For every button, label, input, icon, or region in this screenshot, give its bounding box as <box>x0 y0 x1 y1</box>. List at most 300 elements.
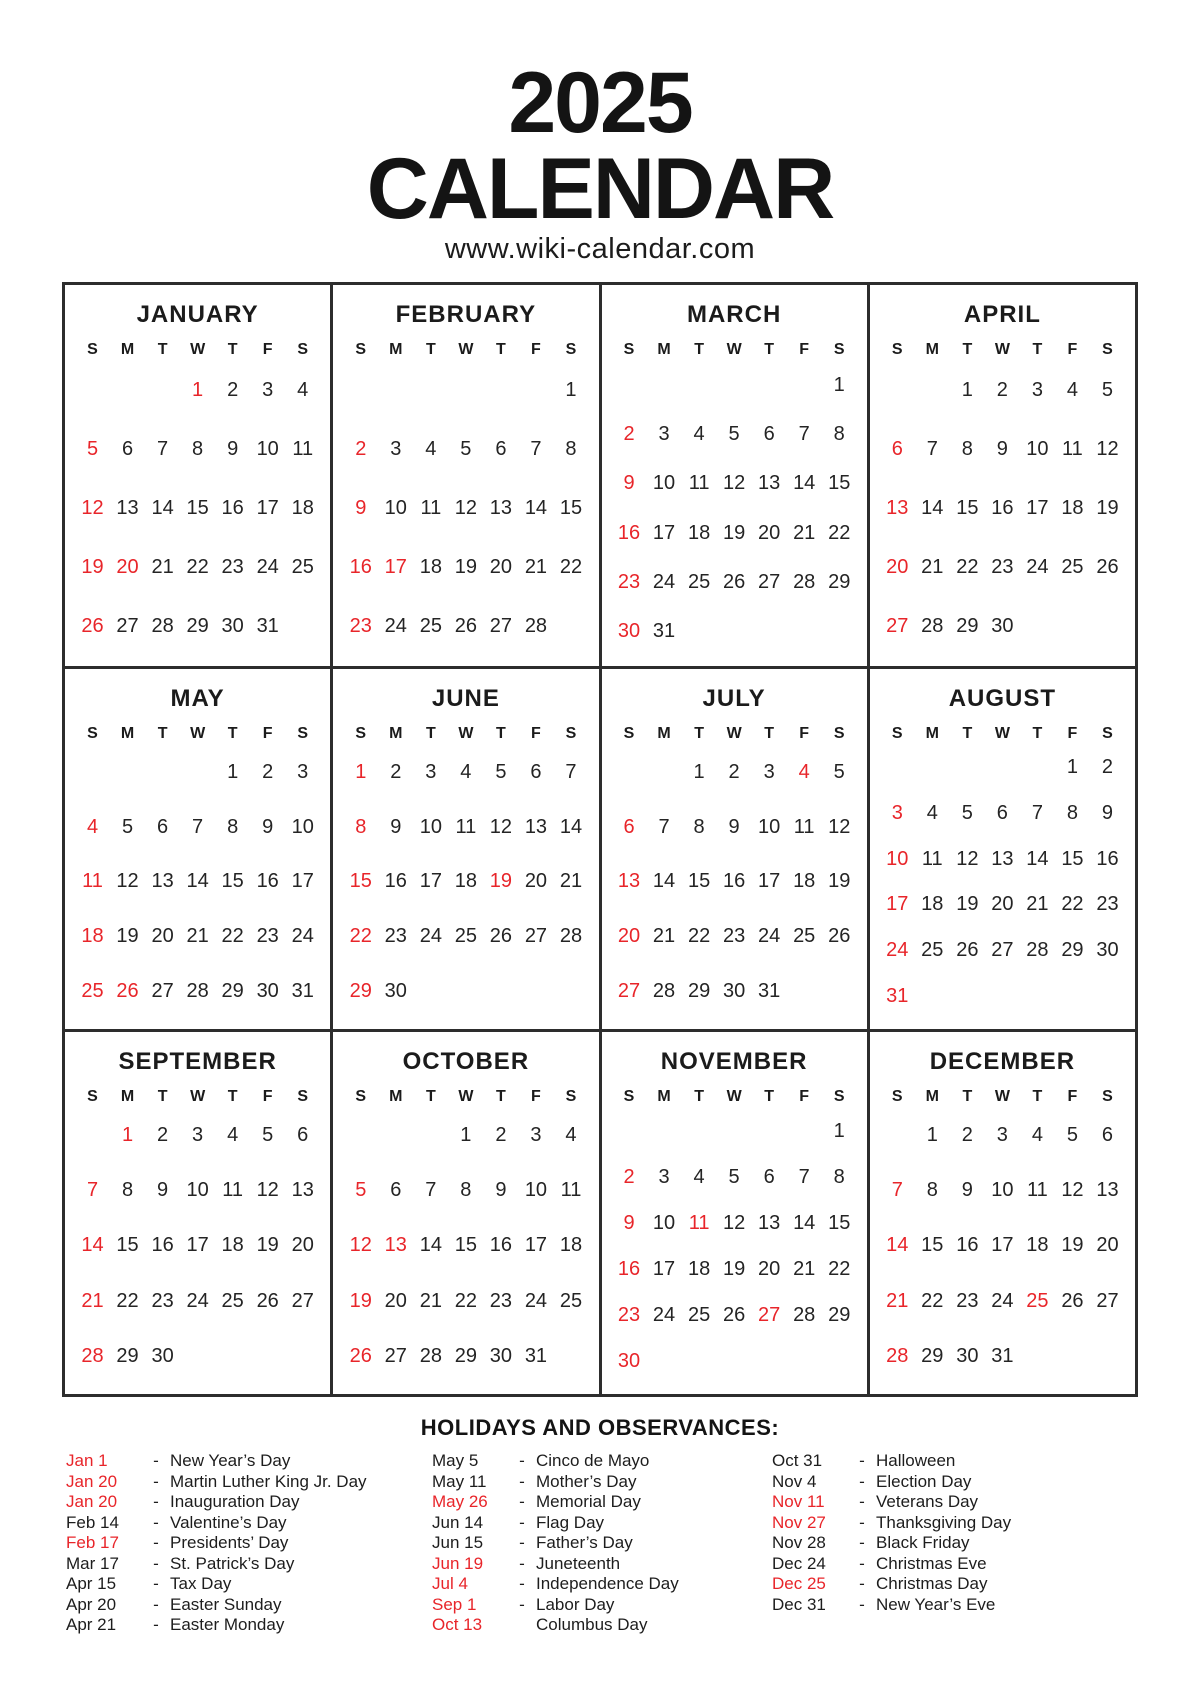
holiday-name: Juneteenth <box>536 1553 621 1573</box>
dates-grid <box>612 1108 857 1384</box>
weekday-label: F <box>1067 1088 1078 1105</box>
day-november-22: 22 <box>828 1257 851 1280</box>
day-september-2: 2 <box>157 1124 169 1147</box>
weekday-label: S <box>87 725 98 742</box>
day-november-14: 14 <box>793 1211 816 1234</box>
day-empty <box>915 756 950 779</box>
day-june-27: 27 <box>524 925 548 948</box>
day-march-26: 26 <box>722 570 746 593</box>
website-url: www.wiki-calendar.com <box>444 233 756 265</box>
weekday-label: S <box>87 341 98 358</box>
week-row <box>612 374 857 397</box>
day-july-9: 9 <box>728 815 740 838</box>
day-november-16: 16 <box>617 1257 641 1280</box>
day-july-25: 25 <box>793 925 816 948</box>
day-june-7: 7 <box>565 760 577 783</box>
weekday-label: F <box>531 341 541 358</box>
day-october-14: 14 <box>419 1234 442 1257</box>
weekday-header <box>75 1088 320 1106</box>
day-august-7: 7 <box>1031 801 1043 824</box>
day-april-5: 5 <box>1101 379 1114 401</box>
day-october-28: 28 <box>419 1344 442 1367</box>
day-empty <box>75 1124 110 1147</box>
day-april-13: 13 <box>886 497 909 519</box>
weekday-label: T <box>496 341 506 358</box>
holiday-row <box>66 1472 432 1493</box>
holiday-date: Nov 27 <box>772 1512 826 1532</box>
day-september-26: 26 <box>256 1289 279 1312</box>
day-december-11: 11 <box>1027 1179 1048 1202</box>
day-empty <box>413 379 448 402</box>
day-july-7: 7 <box>658 815 670 838</box>
weekday-label: W <box>726 1088 742 1105</box>
day-august-10: 10 <box>886 847 909 870</box>
month-name-february: FEBRUARY <box>395 301 537 328</box>
day-june-5: 5 <box>495 760 507 783</box>
day-july-23: 23 <box>722 925 746 948</box>
weekday-label: W <box>994 1088 1010 1105</box>
day-empty <box>985 756 1020 779</box>
day-november-30: 30 <box>617 1349 641 1372</box>
holiday-row <box>432 1472 772 1493</box>
weekday-label: S <box>891 341 903 358</box>
day-empty <box>250 1345 285 1368</box>
day-march-22: 22 <box>828 521 851 544</box>
month-september <box>65 1032 330 1394</box>
day-february-1: 1 <box>565 379 577 401</box>
day-december-19: 19 <box>1061 1234 1084 1257</box>
day-december-24: 24 <box>991 1289 1014 1312</box>
day-empty <box>1090 615 1125 638</box>
day-august-26: 26 <box>956 938 979 961</box>
day-empty <box>647 374 682 397</box>
week-row <box>880 939 1125 962</box>
day-empty <box>180 1345 215 1368</box>
holiday-row <box>772 1554 1152 1575</box>
day-empty <box>787 980 822 1003</box>
weekday-label: M <box>120 1088 135 1105</box>
day-august-22: 22 <box>1061 893 1084 916</box>
day-july-17: 17 <box>758 870 781 893</box>
weekday-label: S <box>355 1088 367 1105</box>
day-march-10: 10 <box>652 472 676 495</box>
day-december-6: 6 <box>1101 1124 1114 1147</box>
weekday-header <box>343 725 588 743</box>
day-october-31: 31 <box>524 1344 548 1367</box>
day-empty <box>612 374 647 397</box>
day-february-19: 19 <box>454 556 477 578</box>
day-august-13: 13 <box>991 847 1014 870</box>
week-row <box>612 1350 857 1373</box>
day-july-26: 26 <box>828 925 851 948</box>
day-empty <box>518 980 553 1003</box>
day-may-22: 22 <box>221 925 244 948</box>
day-august-20: 20 <box>991 893 1014 916</box>
day-june-24: 24 <box>419 925 442 948</box>
day-september-23: 23 <box>151 1289 174 1312</box>
day-may-8: 8 <box>227 815 239 838</box>
month-august <box>870 669 1135 1029</box>
month-name-june: JUNE <box>431 685 500 712</box>
day-march-11: 11 <box>688 472 710 495</box>
holiday-separator: - <box>153 1492 159 1511</box>
day-july-15: 15 <box>687 870 711 893</box>
day-february-9: 9 <box>355 497 367 519</box>
day-may-25: 25 <box>81 980 104 1003</box>
day-january-10: 10 <box>256 438 279 460</box>
day-november-17: 17 <box>652 1257 676 1280</box>
holiday-separator: - <box>519 1512 525 1532</box>
day-august-14: 14 <box>1026 847 1049 870</box>
day-april-26: 26 <box>1096 556 1119 578</box>
week-row <box>880 1234 1125 1257</box>
day-june-17: 17 <box>419 870 442 893</box>
month-name-april: APRIL <box>963 301 1041 328</box>
holiday-date: Feb 17 <box>66 1533 119 1552</box>
holidays-list <box>0 1451 1200 1636</box>
day-november-23: 23 <box>617 1303 641 1326</box>
week-row <box>343 1124 588 1147</box>
holidays-column-1 <box>66 1451 432 1636</box>
day-april-12: 12 <box>1096 438 1119 460</box>
day-january-30: 30 <box>221 615 244 637</box>
day-february-14: 14 <box>524 497 548 519</box>
week-row <box>75 1124 320 1147</box>
week-row <box>612 571 857 594</box>
holiday-separator: - <box>153 1451 159 1470</box>
day-february-13: 13 <box>489 497 513 519</box>
day-july-5: 5 <box>833 760 845 783</box>
day-february-22: 22 <box>559 556 583 578</box>
week-row <box>612 1258 857 1281</box>
week-row <box>75 980 320 1003</box>
week-row <box>343 497 588 520</box>
day-december-13: 13 <box>1096 1179 1119 1202</box>
weekday-label: W <box>994 341 1010 358</box>
holiday-row <box>772 1595 1152 1616</box>
weekday-label: W <box>458 725 474 742</box>
day-november-29: 29 <box>828 1303 851 1326</box>
dates-grid <box>612 361 857 656</box>
day-november-20: 20 <box>758 1257 781 1280</box>
day-july-2: 2 <box>728 760 740 783</box>
day-empty <box>822 1350 857 1373</box>
day-april-20: 20 <box>886 556 909 578</box>
day-august-12: 12 <box>956 847 979 870</box>
day-march-18: 18 <box>687 521 711 544</box>
holiday-name: Mother’s Day <box>536 1471 637 1491</box>
weekday-label: W <box>190 1088 206 1105</box>
day-december-8: 8 <box>926 1179 938 1202</box>
day-june-6: 6 <box>530 760 542 783</box>
day-december-30: 30 <box>956 1344 979 1367</box>
holiday-row <box>432 1492 772 1513</box>
day-january-12: 12 <box>81 497 104 519</box>
week-row <box>343 1179 588 1202</box>
day-april-6: 6 <box>891 438 903 460</box>
day-september-11: 11 <box>222 1179 244 1202</box>
day-empty <box>110 379 145 402</box>
day-september-20: 20 <box>291 1234 314 1257</box>
weekday-label: W <box>726 725 742 742</box>
day-may-14: 14 <box>186 870 209 893</box>
month-february <box>333 285 598 666</box>
week-row <box>343 870 588 893</box>
weekday-label: F <box>1067 725 1078 742</box>
month-june <box>333 669 598 1029</box>
day-march-20: 20 <box>758 521 781 544</box>
day-june-28: 28 <box>559 925 583 948</box>
weekday-label: M <box>657 1088 671 1105</box>
week-row <box>880 985 1125 1008</box>
day-may-12: 12 <box>116 870 139 893</box>
day-november-4: 4 <box>693 1165 705 1188</box>
day-january-27: 27 <box>116 615 139 637</box>
day-january-8: 8 <box>192 438 204 460</box>
holiday-separator: - <box>153 1512 159 1532</box>
weekday-label: W <box>458 1088 474 1105</box>
day-august-17: 17 <box>886 893 909 916</box>
weekday-label: T <box>764 725 775 742</box>
day-march-8: 8 <box>833 423 845 446</box>
day-may-3: 3 <box>297 760 309 783</box>
day-april-28: 28 <box>921 615 944 637</box>
day-february-7: 7 <box>530 438 542 460</box>
day-december-9: 9 <box>961 1179 973 1202</box>
day-november-24: 24 <box>652 1303 676 1326</box>
holiday-date: Sep 1 <box>432 1594 477 1614</box>
weekday-label: M <box>925 341 939 358</box>
day-november-9: 9 <box>623 1211 635 1234</box>
day-april-10: 10 <box>1026 438 1049 460</box>
day-july-22: 22 <box>687 925 711 948</box>
day-october-5: 5 <box>355 1179 367 1202</box>
holiday-name: New Year’s Eve <box>876 1594 996 1614</box>
day-september-13: 13 <box>291 1179 314 1202</box>
day-june-14: 14 <box>559 815 583 838</box>
day-january-1: 1 <box>192 379 204 401</box>
day-may-13: 13 <box>151 870 174 893</box>
day-october-8: 8 <box>460 1179 472 1202</box>
day-february-5: 5 <box>460 438 472 460</box>
day-july-19: 19 <box>828 870 851 893</box>
weekday-label: T <box>227 341 238 358</box>
day-august-27: 27 <box>991 938 1014 961</box>
day-april-15: 15 <box>956 497 979 519</box>
day-august-23: 23 <box>1096 893 1119 916</box>
day-december-16: 16 <box>956 1234 979 1257</box>
day-march-21: 21 <box>793 521 816 544</box>
day-october-12: 12 <box>349 1234 372 1257</box>
holiday-name: New Year’s Day <box>170 1451 291 1470</box>
day-june-29: 29 <box>349 980 372 1003</box>
day-june-12: 12 <box>489 815 513 838</box>
holiday-date: Jan 20 <box>66 1471 118 1491</box>
day-empty <box>752 1120 787 1143</box>
month-december <box>870 1032 1135 1394</box>
day-may-6: 6 <box>157 815 169 838</box>
day-december-7: 7 <box>891 1179 903 1202</box>
day-august-3: 3 <box>891 801 903 824</box>
holiday-separator: - <box>859 1451 865 1470</box>
day-april-11: 11 <box>1062 438 1083 460</box>
weekday-label: F <box>262 725 273 742</box>
day-march-12: 12 <box>722 472 746 495</box>
holiday-date: Mar 17 <box>66 1553 119 1573</box>
holiday-date: May 11 <box>432 1471 487 1491</box>
day-september-16: 16 <box>151 1234 174 1257</box>
day-december-2: 2 <box>961 1124 973 1147</box>
week-row <box>343 1234 588 1257</box>
day-march-19: 19 <box>722 521 746 544</box>
week-row <box>75 556 320 579</box>
day-october-22: 22 <box>454 1289 477 1312</box>
holiday-separator: - <box>153 1615 159 1634</box>
day-empty <box>1055 1345 1090 1368</box>
weekday-label: S <box>1102 1088 1113 1105</box>
day-empty <box>612 761 647 784</box>
day-empty <box>822 620 857 643</box>
weekday-label: M <box>925 725 939 742</box>
day-empty <box>717 374 752 397</box>
week-row <box>880 1345 1125 1368</box>
holiday-name: Independence Day <box>536 1574 679 1593</box>
week-row <box>343 761 588 784</box>
holiday-date: Jul 4 <box>432 1574 468 1593</box>
holiday-separator: - <box>859 1594 865 1614</box>
day-empty <box>110 761 145 784</box>
weekday-label: S <box>833 341 845 358</box>
day-june-20: 20 <box>524 870 548 893</box>
day-february-17: 17 <box>384 556 407 578</box>
holiday-name: Father’s Day <box>536 1533 633 1552</box>
day-june-25: 25 <box>454 925 477 948</box>
day-february-27: 27 <box>489 615 513 637</box>
day-december-17: 17 <box>991 1234 1014 1257</box>
day-march-7: 7 <box>798 423 810 446</box>
day-february-18: 18 <box>419 556 442 578</box>
day-august-31: 31 <box>886 984 909 1007</box>
week-row <box>343 816 588 839</box>
day-december-20: 20 <box>1096 1234 1119 1257</box>
week-row <box>880 438 1125 461</box>
week-row <box>343 1290 588 1313</box>
day-june-13: 13 <box>524 815 548 838</box>
day-may-15: 15 <box>221 870 244 893</box>
holiday-date: Oct 13 <box>432 1615 483 1634</box>
weekday-label: M <box>657 341 671 358</box>
week-row <box>880 893 1125 916</box>
day-may-24: 24 <box>291 925 314 948</box>
month-may <box>65 669 330 1029</box>
day-empty <box>75 379 110 402</box>
day-june-8: 8 <box>355 815 367 838</box>
weekday-label: T <box>962 1088 973 1105</box>
holiday-name: Tax Day <box>170 1574 232 1593</box>
day-june-21: 21 <box>559 870 583 893</box>
weekday-label: T <box>227 1088 238 1105</box>
day-empty <box>880 1124 915 1147</box>
day-empty <box>448 980 483 1003</box>
day-july-30: 30 <box>722 980 746 1003</box>
weekday-label: F <box>1067 341 1078 358</box>
day-july-31: 31 <box>758 980 781 1003</box>
day-may-7: 7 <box>192 815 204 838</box>
day-empty <box>682 1120 717 1143</box>
day-july-16: 16 <box>722 870 746 893</box>
day-september-3: 3 <box>192 1124 204 1147</box>
weekday-label: S <box>355 725 367 742</box>
day-december-25: 25 <box>1026 1289 1049 1312</box>
day-april-23: 23 <box>991 556 1014 578</box>
holiday-separator: - <box>859 1533 865 1552</box>
day-march-29: 29 <box>828 570 851 593</box>
day-april-14: 14 <box>921 497 944 519</box>
day-february-16: 16 <box>349 556 372 578</box>
day-empty <box>787 374 822 397</box>
holiday-separator: - <box>153 1553 159 1573</box>
month-name-october: OCTOBER <box>402 1048 530 1075</box>
day-march-4: 4 <box>693 423 705 446</box>
day-march-13: 13 <box>758 472 781 495</box>
week-row <box>75 761 320 784</box>
day-september-15: 15 <box>116 1234 139 1257</box>
day-august-4: 4 <box>926 801 938 824</box>
day-august-2: 2 <box>1101 756 1114 779</box>
day-july-20: 20 <box>617 925 641 948</box>
day-january-9: 9 <box>227 438 239 460</box>
day-empty <box>1020 756 1055 779</box>
dates-grid <box>343 1108 588 1384</box>
holiday-row <box>772 1472 1152 1493</box>
week-row <box>75 497 320 520</box>
day-empty <box>612 1120 647 1143</box>
holiday-separator: - <box>859 1471 865 1491</box>
weekday-label: M <box>120 341 135 358</box>
day-october-2: 2 <box>495 1124 507 1147</box>
holiday-date: Apr 21 <box>66 1615 117 1634</box>
day-empty <box>1090 985 1125 1008</box>
day-may-30: 30 <box>256 980 279 1003</box>
day-february-8: 8 <box>565 438 577 460</box>
day-december-18: 18 <box>1026 1234 1049 1257</box>
day-december-31: 31 <box>991 1344 1014 1367</box>
dates-grid <box>880 1108 1125 1384</box>
holiday-name: Martin Luther King Jr. Day <box>170 1471 367 1491</box>
month-march <box>602 285 867 666</box>
weekday-label: F <box>262 341 273 358</box>
day-november-8: 8 <box>833 1165 845 1188</box>
day-october-19: 19 <box>349 1289 372 1312</box>
holiday-date: Feb 14 <box>66 1512 119 1532</box>
day-empty <box>215 1345 250 1368</box>
weekday-label: S <box>87 1088 98 1105</box>
day-empty <box>553 980 588 1003</box>
weekday-label: M <box>389 341 403 358</box>
day-may-16: 16 <box>256 870 279 893</box>
day-march-9: 9 <box>623 472 635 495</box>
week-row <box>343 615 588 638</box>
day-december-21: 21 <box>886 1289 909 1312</box>
holiday-name: Inauguration Day <box>170 1492 300 1511</box>
month-name-may: MAY <box>170 685 225 712</box>
week-row <box>880 802 1125 825</box>
day-january-4: 4 <box>297 379 309 401</box>
holidays-column-2 <box>432 1451 772 1636</box>
day-november-6: 6 <box>763 1165 775 1188</box>
day-september-14: 14 <box>81 1234 104 1257</box>
day-june-22: 22 <box>349 925 372 948</box>
